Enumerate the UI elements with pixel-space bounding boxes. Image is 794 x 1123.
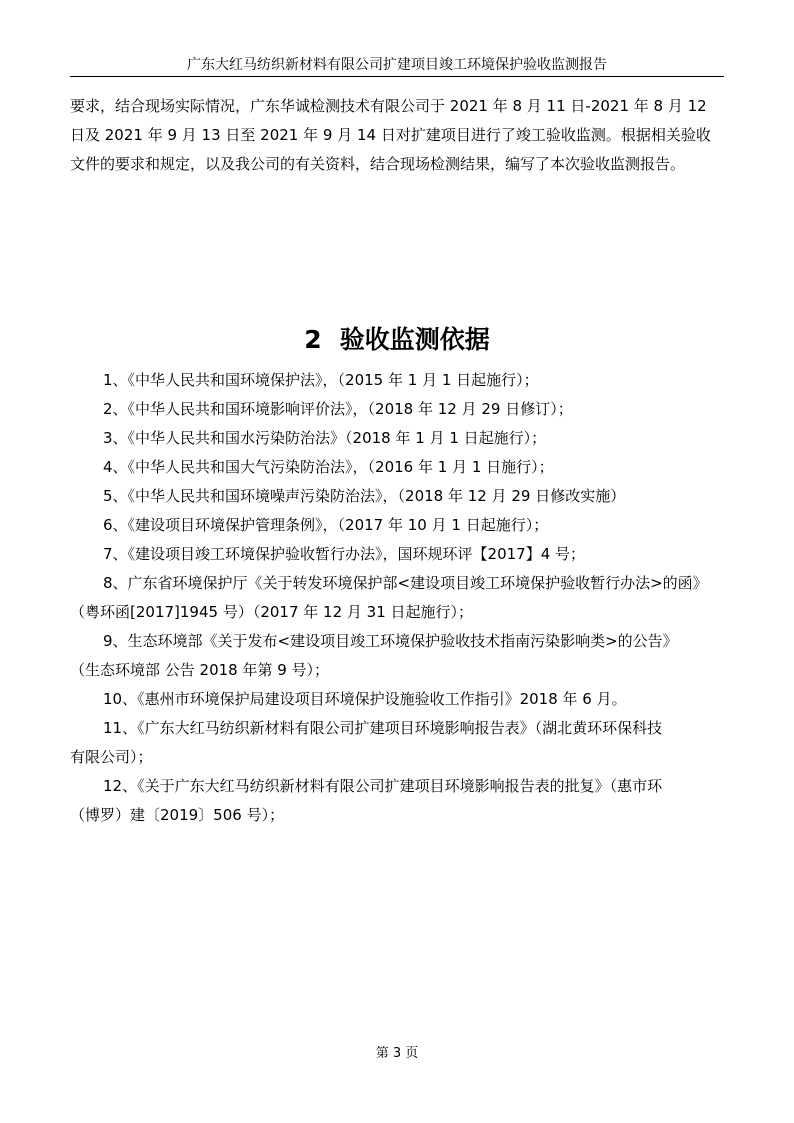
basis-list: [70, 366, 730, 830]
header-divider: [70, 76, 724, 77]
basis-item-line: 4、《中华人民共和国大气污染防治法》，（2016 年 1 月 1 日施行）；: [103, 458, 554, 476]
basis-item-line: （生态环境部 公告 2018 年第 9 号）；: [70, 661, 330, 679]
basis-item-line: 有限公司）；: [70, 748, 153, 766]
basis-item: [70, 453, 730, 482]
basis-item-line: 6、《建设项目环境保护管理条例》，（2017 年 10 月 1 日起施行）；: [103, 516, 549, 534]
basis-item: [70, 424, 730, 453]
intro-line: 文件的要求和规定，以及我公司的有关资料，结合现场检测结果，编写了本次验收监测报告。: [70, 155, 686, 173]
basis-item-line: 7、《建设项目竣工环境保护验收暂行办法》，国环规环评【2017】4 号；: [103, 545, 586, 563]
basis-item-line: 3、《中华人民共和国水污染防治法》（2018 年 1 月 1 日起施行）；: [103, 429, 547, 447]
basis-item: [70, 482, 730, 511]
basis-item: [70, 511, 730, 540]
basis-item: [70, 627, 730, 685]
basis-item: [70, 685, 730, 714]
basis-item-line: 2、《中华人民共和国环境影响评价法》，（2018 年 12 月 29 日修订）；: [103, 400, 573, 418]
basis-item-line: （博罗）建〔2019〕506 号）；: [70, 806, 285, 824]
section-number: 2: [304, 325, 322, 354]
intro-line: 日及 2021 年 9 月 13 日至 2021 年 9 月 14 日对扩建项目进行了竣工验收监测。根据相关验收: [70, 126, 711, 144]
basis-item: [70, 395, 730, 424]
basis-item: [70, 772, 730, 830]
section-heading: [0, 322, 794, 358]
basis-item-line: 5、《中华人民共和国环境噪声污染防治法》，（2018 年 12 月 29 日修改实施）: [103, 487, 626, 505]
page-number: 第 3 页: [375, 1046, 419, 1061]
section-title: 验收监测依据: [339, 325, 490, 354]
basis-item-line: 11、《广东大红马纺织新材料有限公司扩建项目环境影响报告表》（湖北黄环环保科技: [103, 719, 663, 737]
basis-item-line: （粤环函[2017]1945 号）（2017 年 12 月 31 日起施行）；: [70, 603, 474, 621]
basis-item-line: 8、广东省环境保护厅《关于转发环境保护部<建设项目竣工环境保护验收暂行办法>的函》: [103, 574, 708, 592]
basis-item-line: 10、《惠州市环境保护局建设项目环境保护设施验收工作指引》2018 年 6 月。: [103, 690, 627, 708]
intro-paragraph: [70, 92, 730, 179]
basis-item: [70, 714, 730, 772]
basis-item-line: 1、《中华人民共和国环境保护法》，（2015 年 1 月 1 日起施行）；: [103, 371, 539, 389]
basis-item-line: 12、《关于广东大红马纺织新材料有限公司扩建项目环境影响报告表的批复》（惠市环: [103, 777, 663, 795]
basis-item: [70, 366, 730, 395]
running-header-title: 广东大红马纺织新材料有限公司扩建项目竣工环境保护验收监测报告: [187, 57, 607, 73]
basis-item: [70, 540, 730, 569]
basis-item-line: 9、生态环境部《关于发布<建设项目竣工环境保护验收技术指南污染影响类>的公告》: [103, 632, 678, 650]
intro-line: 要求，结合现场实际情况，广东华诚检测技术有限公司于 2021 年 8 月 11 日-2021 年 8 月 12: [70, 97, 707, 115]
basis-item: [70, 569, 730, 627]
